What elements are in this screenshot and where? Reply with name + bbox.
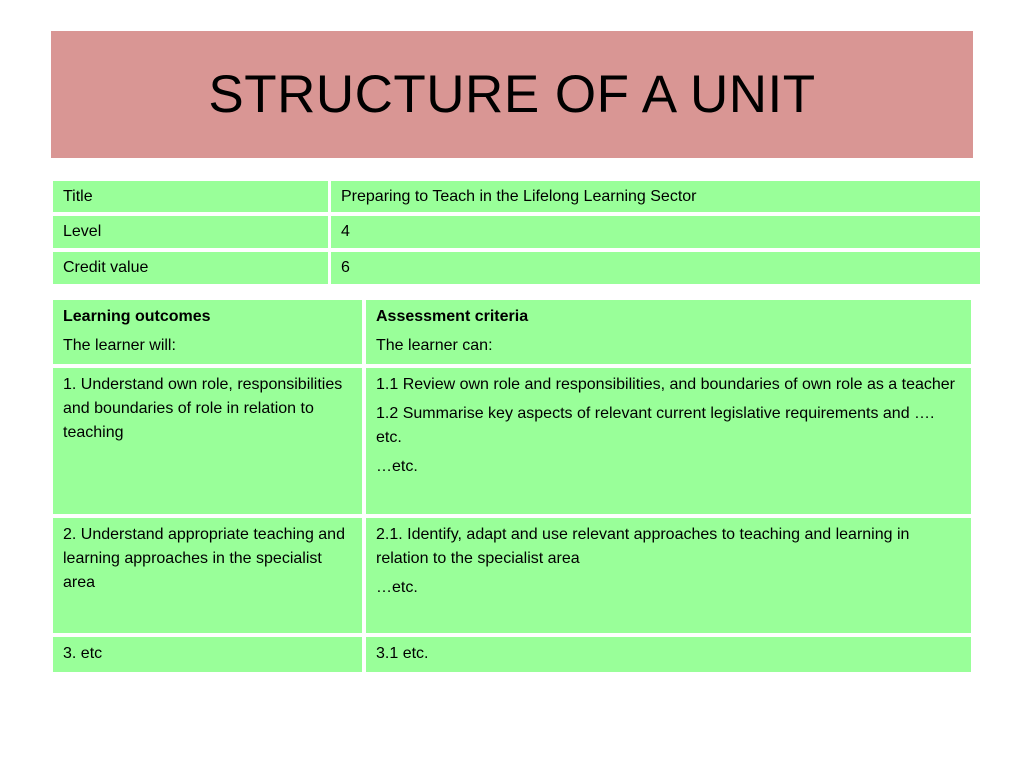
info-row-level-value (331, 216, 980, 248)
header-learning-outcomes (53, 300, 362, 364)
criteria-text: …etc. (376, 458, 418, 475)
info-value: 6 (341, 259, 350, 276)
header-subtitle: The learner can: (376, 337, 493, 354)
info-row-level-label (53, 216, 328, 248)
info-label: Credit value (63, 259, 149, 276)
outcome-cell (53, 518, 362, 633)
info-row-title-value (331, 181, 980, 212)
criteria-text: 1.2 Summarise key aspects of relevant current legislative requirements and …. etc. (376, 405, 935, 446)
info-row-title-label (53, 181, 328, 212)
info-value: 4 (341, 223, 350, 240)
info-row-credit-label (53, 252, 328, 284)
outcome-text: 2. Understand appropriate teaching and learning approaches in the specialist area (63, 526, 345, 591)
header-title: Assessment criteria (376, 308, 529, 325)
info-value: Preparing to Teach in the Lifelong Learning Sector (341, 188, 697, 205)
header-title: Learning outcomes (63, 308, 211, 325)
info-label: Title (63, 188, 93, 205)
outcome-cell (53, 637, 362, 672)
info-row-credit-value (331, 252, 980, 284)
criteria-text: 1.1 Review own role and responsibilities, and boundaries of own role as a teacher (376, 376, 956, 393)
outcome-text: 3. etc (63, 645, 103, 662)
outcome-cell (53, 368, 362, 514)
title-banner (51, 31, 973, 158)
criteria-text: 2.1. Identify, adapt and use relevant approaches to teaching and learning in relation to the specialist area (376, 526, 910, 567)
criteria-text: …etc. (376, 579, 418, 596)
info-label: Level (63, 223, 102, 240)
slide-title: STRUCTURE OF A UNIT (208, 65, 816, 124)
criteria-cell (366, 368, 971, 514)
outcome-text: 1. Understand own role, responsibilities and boundaries of role in relation to teaching (63, 376, 343, 441)
criteria-cell (366, 518, 971, 633)
criteria-text: 3.1 etc. (376, 645, 429, 662)
criteria-cell (366, 637, 971, 672)
header-assessment-criteria (366, 300, 971, 364)
header-subtitle: The learner will: (63, 337, 176, 354)
